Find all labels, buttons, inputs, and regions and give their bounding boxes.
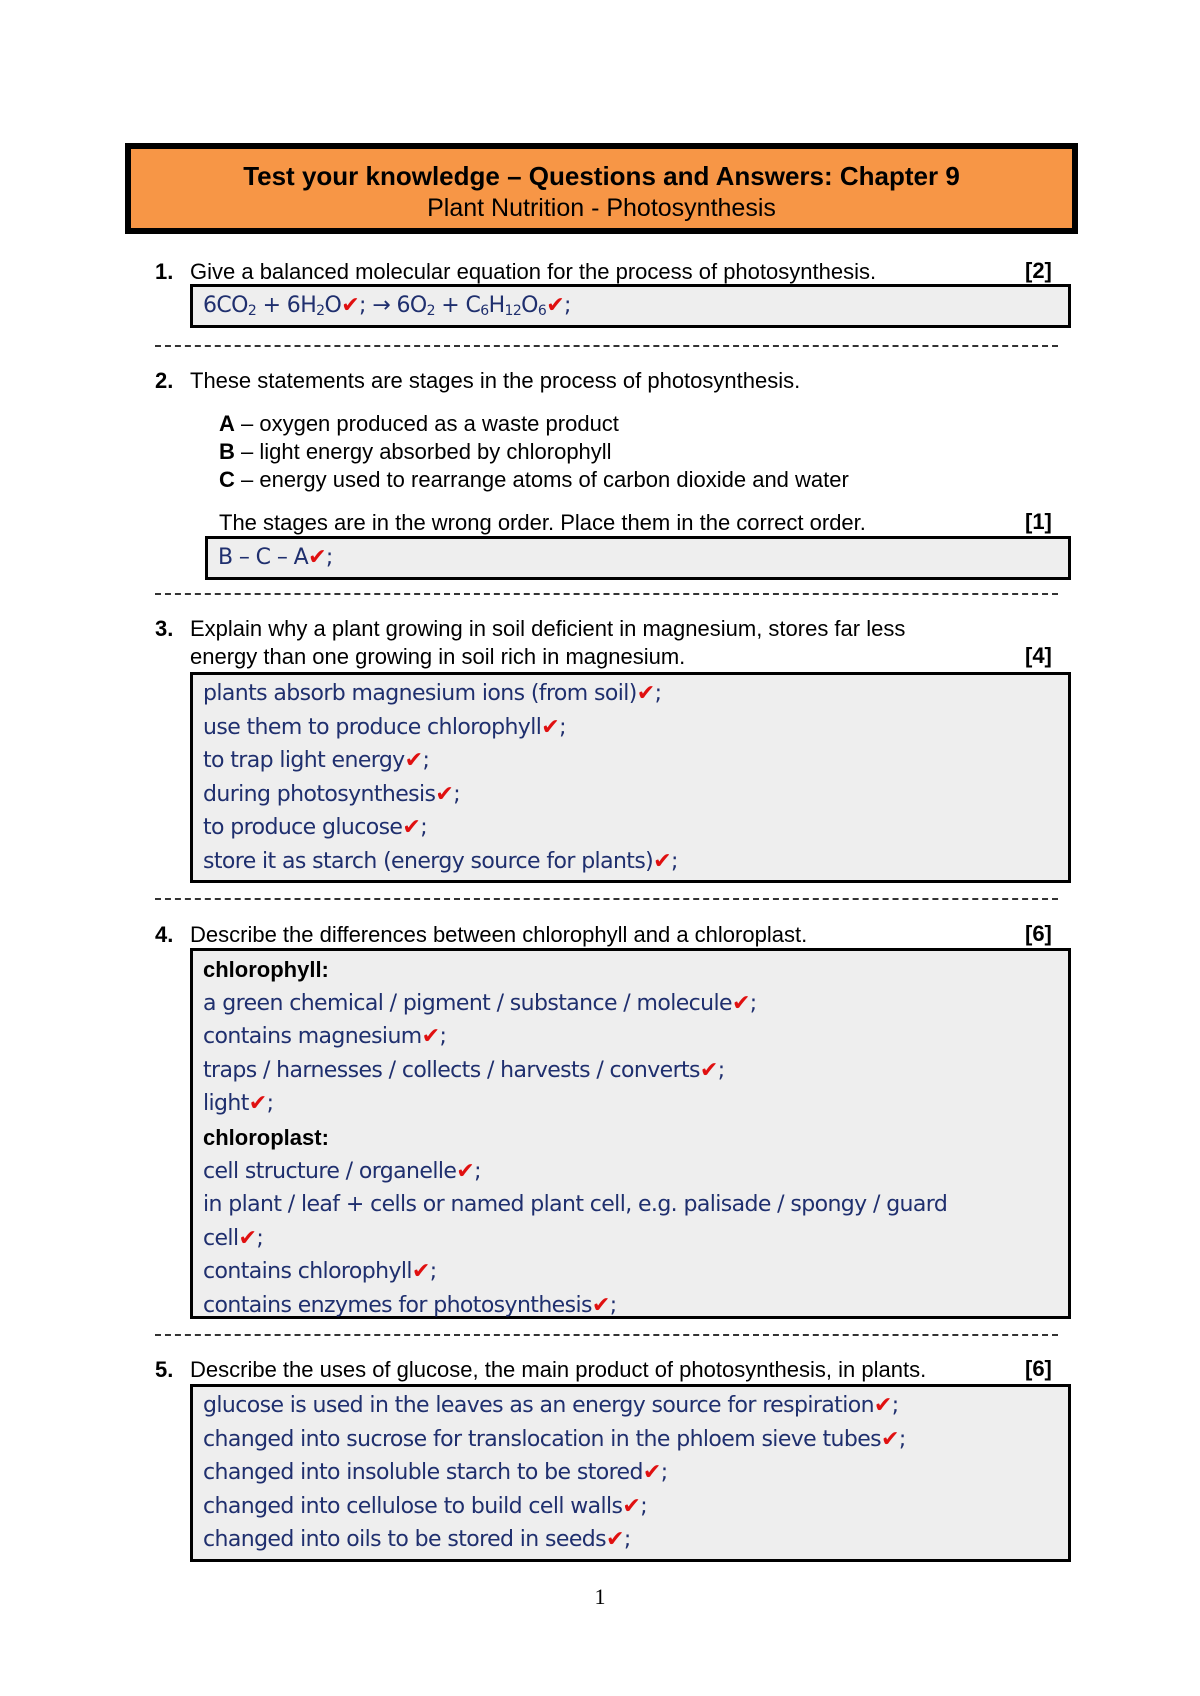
tick-icon: ✔ [591, 1292, 610, 1318]
answer-line: cell structure / organelle✔; [203, 1158, 481, 1184]
answer-box-5 [190, 1384, 1071, 1562]
answer-line: during photosynthesis✔; [203, 781, 461, 807]
tick-icon: ✔ [341, 293, 360, 318]
chlorophyll-heading: chlorophyll: [203, 957, 329, 982]
chloroplast-heading: chloroplast: [203, 1124, 329, 1150]
question-5-marks: [6] [1025, 1356, 1052, 1381]
answer-line: to produce glucose✔; [203, 815, 428, 841]
question-2-instruction: The stages are in the wrong order. Place them in the correct order. [219, 510, 866, 535]
answer-line: plants absorb magnesium ions (from soil)✔; [203, 681, 662, 706]
question-1-text: Give a balanced molecular equation for the process of photosynthesis. [190, 259, 877, 284]
question-5-number: 5. [155, 1357, 174, 1382]
tick-icon: ✔ [402, 815, 421, 841]
statement-b: B – light energy absorbed by chlorophyll [219, 439, 612, 464]
answer-box-1 [190, 284, 1071, 328]
answer-equation: $6CO_2$ + $6H_2O✔$; → $6O_2$ + $C_6H_{12}O_6✔$; [203, 293, 571, 319]
question-4-number: 4. [155, 922, 174, 947]
question-1-number: 1. [155, 259, 174, 284]
answer-line: cell✔; [203, 1225, 264, 1251]
separator [155, 345, 1058, 347]
question-3-text-line1: Explain why a plant growing in soil deficient in magnesium, stores far less [190, 616, 906, 641]
question-2-text: These statements are stages in the process of photosynthesis. [190, 368, 801, 393]
tick-icon: ✔ [636, 681, 655, 706]
page-title: Test your knowledge – Questions and Answers: Chapter 9 [243, 161, 960, 191]
question-1-marks: [2] [1025, 258, 1052, 283]
question-2-marks: [1] [1025, 509, 1052, 534]
tick-icon: ✔ [873, 1393, 892, 1418]
page-subtitle: Plant Nutrition - Photosynthesis [427, 194, 776, 222]
tick-icon: ✔ [881, 1426, 899, 1452]
answer-line: in plant / leaf + cells or named plant cell, e.g. palisade / spongy / guard [203, 1192, 948, 1218]
tick-icon: ✔ [699, 1057, 718, 1083]
statement-a: A – oxygen produced as a waste product [219, 411, 619, 436]
separator [155, 593, 1058, 595]
answer-line: contains chlorophyll✔; [203, 1259, 437, 1285]
tick-icon: ✔ [642, 1460, 661, 1486]
separator [155, 898, 1058, 900]
answer-line: changed into insoluble starch to be stored✔; [203, 1460, 668, 1486]
answer-line: glucose is used in the leaves as an energy source for respiration✔; [203, 1393, 899, 1418]
tick-icon: ✔ [404, 748, 423, 774]
answer-line: to trap light energy✔; [203, 748, 430, 774]
question-3-number: 3. [155, 616, 174, 641]
tick-icon: ✔ [308, 545, 326, 570]
answer-line: store it as starch (energy source for plants)✔; [203, 848, 678, 874]
tick-icon: ✔ [546, 293, 565, 318]
question-4-text: Describe the differences between chlorophyll and a chloroplast. [190, 922, 808, 947]
answer-line: changed into oils to be stored in seeds✔; [203, 1527, 631, 1553]
answer-line: changed into cellulose to build cell walls✔; [203, 1493, 648, 1519]
answer-line: traps / harnesses / collects / harvests / converts✔; [203, 1057, 725, 1083]
tick-icon: ✔ [541, 714, 560, 740]
question-3-marks: [4] [1025, 643, 1052, 668]
answer-line: changed into sucrose for translocation in the phloem sieve tubes✔; [203, 1426, 906, 1452]
answer-line: contains enzymes for photosynthesis✔; [203, 1292, 617, 1318]
tick-icon: ✔ [435, 781, 454, 807]
tick-icon: ✔ [421, 1024, 440, 1050]
tick-icon: ✔ [238, 1225, 257, 1251]
answer-box-2 [205, 536, 1071, 580]
answer-line: B – C – A✔; [218, 545, 333, 570]
tick-icon: ✔ [731, 990, 750, 1016]
tick-icon: ✔ [622, 1493, 641, 1519]
statement-c: C – energy used to rearrange atoms of carbon dioxide and water [219, 467, 849, 492]
question-4-marks: [6] [1025, 921, 1052, 946]
separator [155, 1334, 1058, 1336]
tick-icon: ✔ [411, 1259, 430, 1285]
answer-box-4 [190, 948, 1071, 1319]
answer-line: a green chemical / pigment / substance / molecule✔; [203, 990, 757, 1016]
answer-box-3 [190, 672, 1071, 883]
question-3-text-line2: energy than one growing in soil rich in magnesium. [190, 644, 686, 669]
tick-icon: ✔ [605, 1527, 624, 1553]
tick-icon: ✔ [456, 1158, 475, 1184]
answer-line: use them to produce chlorophyll✔; [203, 714, 566, 740]
answer-line: contains magnesium✔; [203, 1024, 447, 1050]
answer-line: light✔; [203, 1091, 274, 1117]
question-5-text: Describe the uses of glucose, the main product of photosynthesis, in plants. [190, 1357, 927, 1382]
tick-icon: ✔ [248, 1091, 267, 1117]
question-2-number: 2. [155, 368, 174, 393]
page-number: 1 [594, 1584, 606, 1609]
header-box [125, 143, 1078, 234]
tick-icon: ✔ [653, 848, 672, 874]
